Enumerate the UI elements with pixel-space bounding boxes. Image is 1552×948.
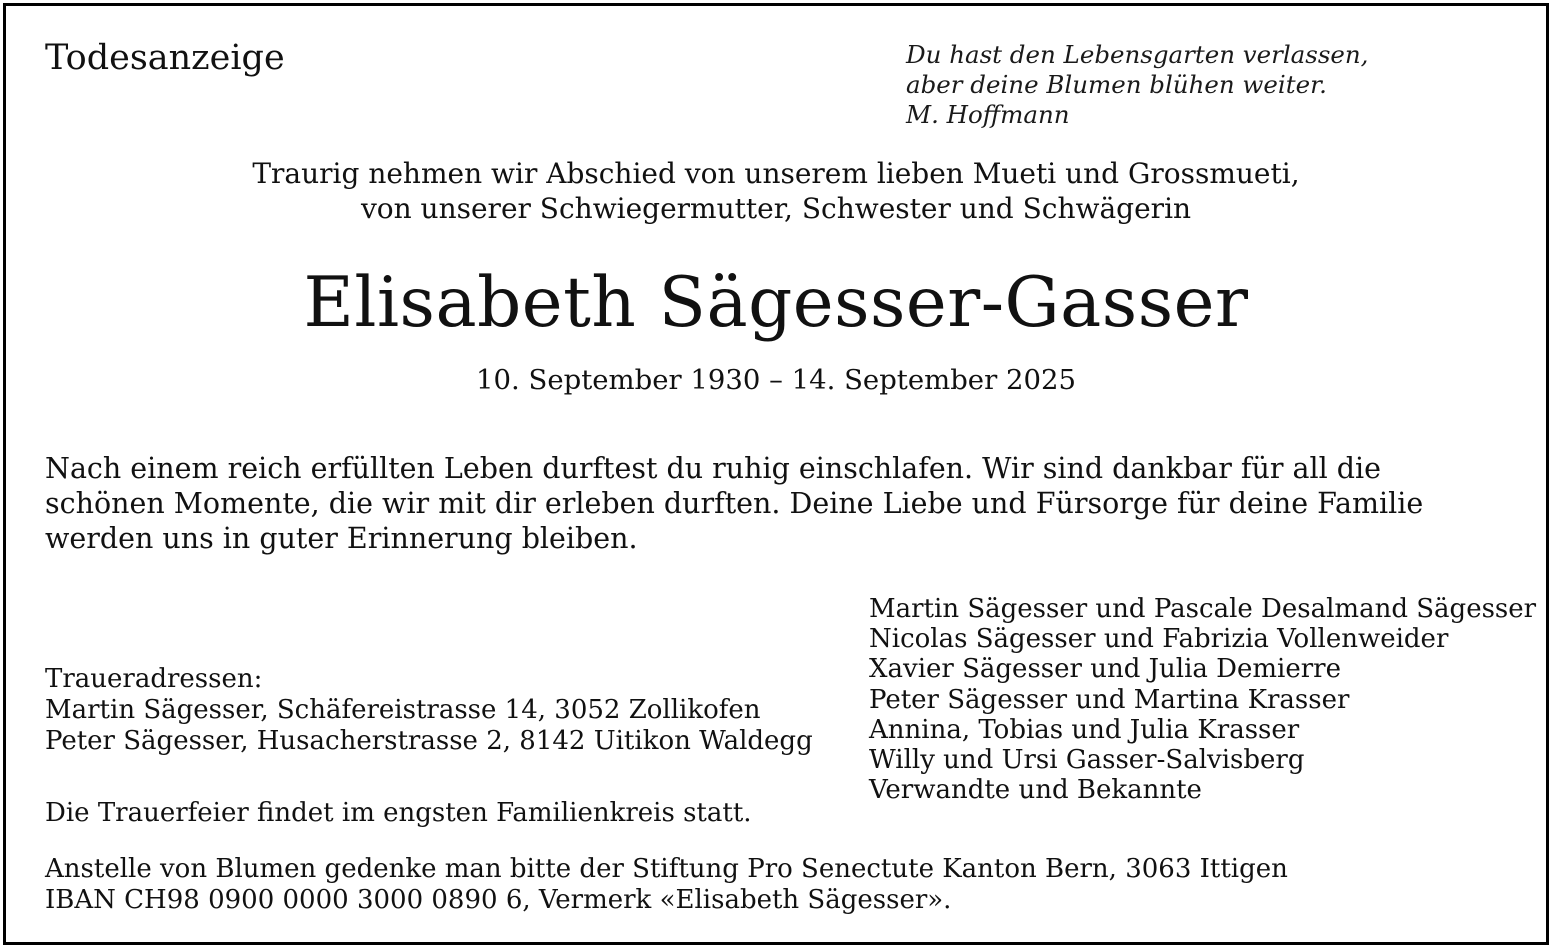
addresses-heading: Traueradressen: xyxy=(45,664,263,694)
family-member: Verwandte und Bekannte xyxy=(869,775,1202,806)
donation-note xyxy=(45,854,1288,916)
memorial-text xyxy=(45,451,1423,556)
family-member: Willy und Ursi Gasser-Salvisberg xyxy=(869,745,1305,776)
address-line: Martin Sägesser, Schäfereistrasse 14, 3052 Zollikofen xyxy=(45,695,761,725)
memorial-line: schönen Momente, die wir mit dir erleben durften. Deine Liebe und Fürsorge für deine Familie xyxy=(45,487,1424,520)
memorial-line: werden uns in guter Erinnerung bleiben. xyxy=(45,522,638,555)
family-member: Peter Sägesser und Martina Krasser xyxy=(869,684,1350,715)
life-dates: 10. September 1930 – 14. September 2025 xyxy=(476,364,1076,396)
intro-line: Traurig nehmen wir Abschied von unserem lieben Mueti und Grossmueti, xyxy=(252,157,1300,190)
quote-author: M. Hoffmann xyxy=(906,100,1070,129)
quote-line: aber deine Blumen blühen weiter. xyxy=(906,70,1327,99)
family-member: Martin Sägesser und Pascale Desalmand Sägesser xyxy=(869,594,1537,624)
intro-line: von unserer Schwiegermutter, Schwester und Schwägerin xyxy=(360,192,1192,225)
memorial-line: Nach einem reich erfüllten Leben durftest du ruhig einschlafen. Wir sind dankbar für all die xyxy=(45,452,1382,485)
family-list xyxy=(869,594,1536,805)
obituary-notice xyxy=(3,3,1549,945)
mourning-addresses xyxy=(45,664,813,757)
donation-line: Anstelle von Blumen gedenke man bitte der Stiftung Pro Senectute Kanton Bern, 3063 Ittigen xyxy=(45,854,1288,884)
family-member: Annina, Tobias und Julia Krasser xyxy=(869,714,1300,745)
quote-block xyxy=(906,40,1368,130)
intro-text xyxy=(6,156,1546,226)
notice-title: Todesanzeige xyxy=(45,38,285,78)
deceased-name: Elisabeth Sägesser-Gasser xyxy=(303,263,1249,343)
ceremony-note: Die Trauerfeier findet im engsten Familienkreis statt. xyxy=(45,798,752,828)
donation-line: IBAN CH98 0900 0000 3000 0890 6, Vermerk «Elisabeth Sägesser». xyxy=(45,885,952,915)
quote-line: Du hast den Lebensgarten verlassen, xyxy=(906,40,1369,69)
family-member: Nicolas Sägesser und Fabrizia Vollenweider xyxy=(869,624,1449,655)
address-line: Peter Sägesser, Husacherstrasse 2, 8142 Uitikon Waldegg xyxy=(45,726,813,756)
family-member: Xavier Sägesser und Julia Demierre xyxy=(869,654,1341,685)
